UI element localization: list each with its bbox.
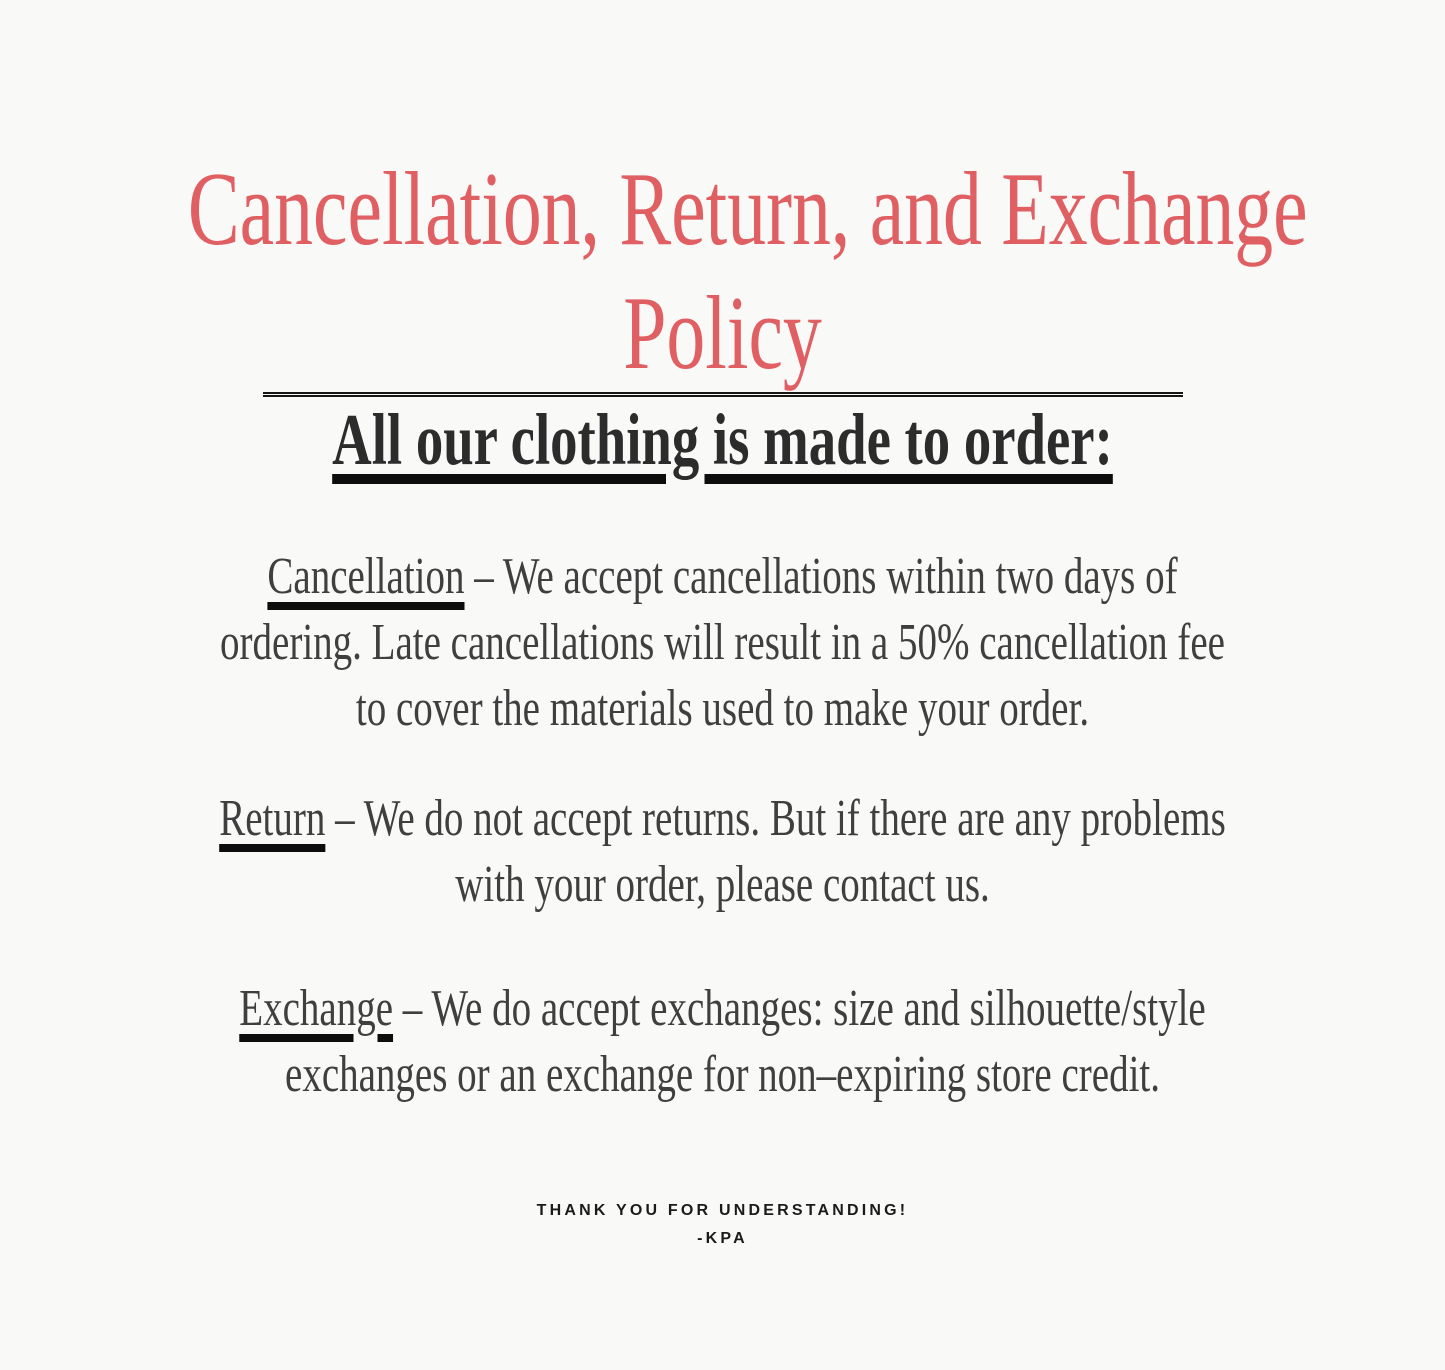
cancellation-line-1 [181,544,1265,610]
page-title-line-1: Cancellation, Return, and Exchange [187,150,1308,267]
page-title-line-2: Policy [623,273,822,391]
subtitle-made-to-order [181,398,1265,482]
footer [0,1197,1445,1253]
page-title [187,147,1308,395]
subtitle-text: All our clothing is made to order: [332,399,1113,480]
exchange-line-2: exchanges or an exchange for non–expiring store credit. [285,1046,1160,1103]
cancellation-term: Cancellation [267,548,465,605]
return-line-1-rest: – We do not accept returns. But if there are any problems [325,790,1226,847]
cancellation-line-3: to cover the materials used to make your order. [355,680,1090,737]
return-line-1 [181,786,1265,852]
return-term: Return [219,790,326,847]
cancellation-line-2: ordering. Late cancellations will result in a 50% cancellation fee [220,614,1225,671]
paragraph-cancellation-policy [181,544,1265,742]
paragraph-exchange-policy [181,976,1265,1108]
exchange-line-1-rest: – We do accept exchanges: size and silhouette/style [393,980,1206,1037]
return-line-2: with your order, please contact us. [455,856,990,913]
paragraph-return-policy [181,786,1265,918]
exchange-term: Exchange [239,980,394,1037]
exchange-line-1 [181,976,1265,1042]
footer-thank-you: THANK YOU FOR UNDERSTANDING! [536,1202,909,1219]
cancellation-line-1-rest: – We accept cancellations within two days of [464,548,1178,605]
footer-signature: -KPA [697,1230,748,1247]
title-divider-rule [263,392,1183,397]
